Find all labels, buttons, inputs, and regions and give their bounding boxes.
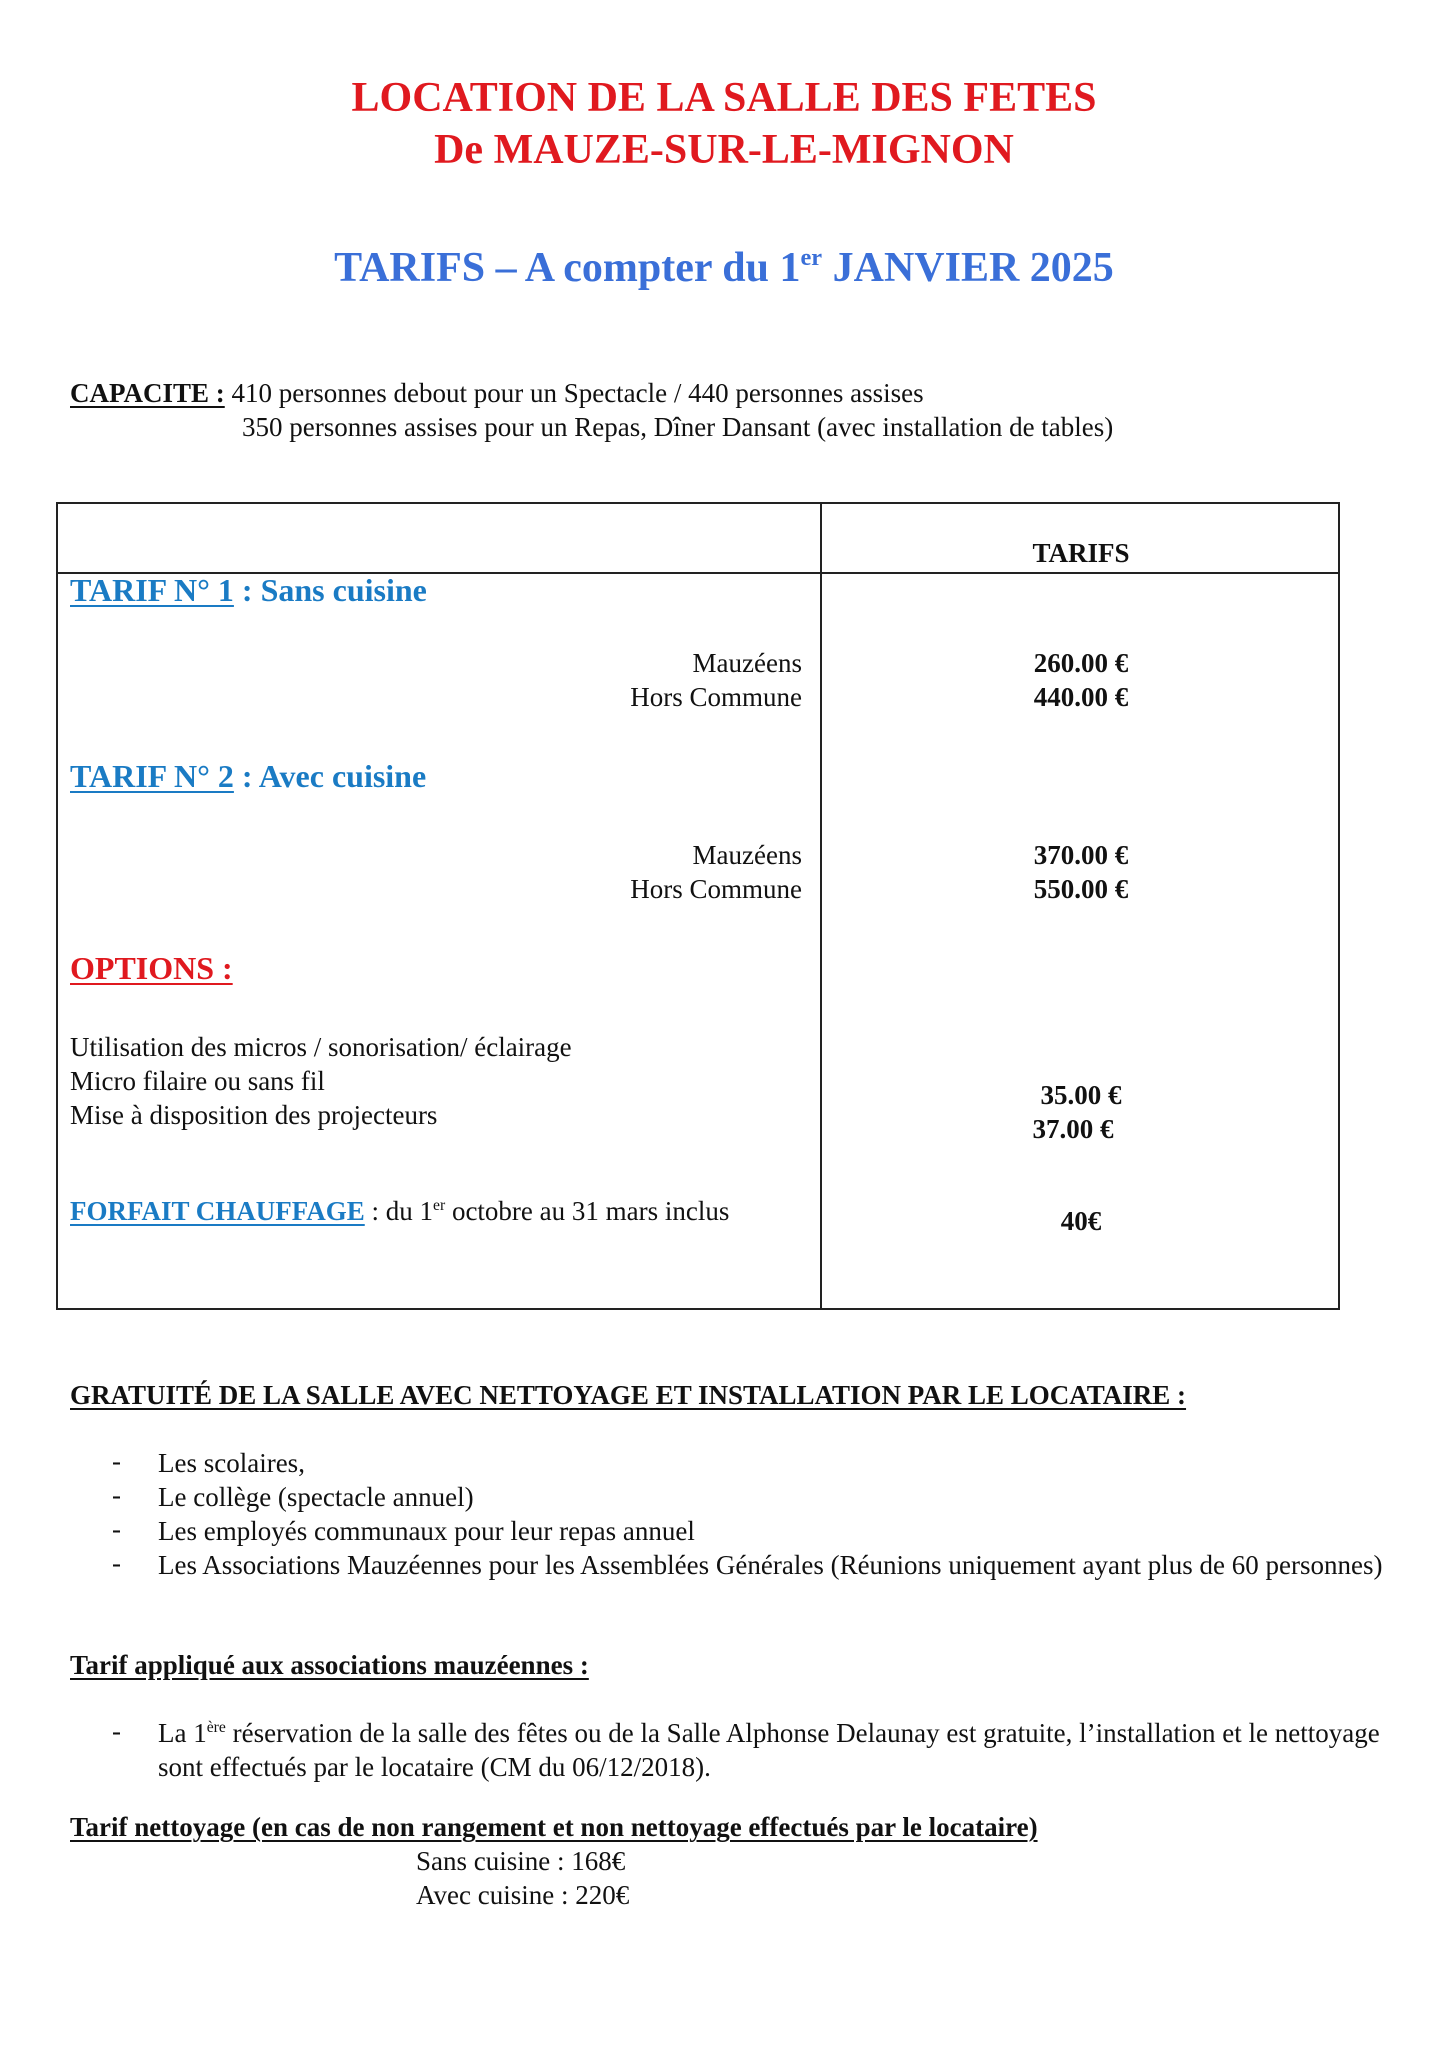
capacity-label: CAPACITE : <box>70 378 225 408</box>
tarif1-row-price: 440.00 € <box>1033 682 1129 712</box>
heating-price: 40€ <box>1060 1206 1102 1236</box>
options-price: 35.00 € <box>1040 1080 1122 1110</box>
options-price: 37.00 € <box>1032 1114 1114 1144</box>
tarif1-row-label: Mauzéens <box>692 648 802 678</box>
tarif1-row-price: 260.00 € <box>1033 648 1129 678</box>
bullet-dash: - <box>112 1480 121 1510</box>
free-list-item: Les employés communaux pour leur repas annuel <box>158 1516 695 1546</box>
options-line: Micro filaire ou sans fil <box>70 1066 325 1096</box>
table-header-divider <box>820 572 1340 574</box>
tarif2-heading: TARIF N° 2 : Avec cuisine <box>70 758 427 794</box>
capacity-line1: CAPACITE : 410 personnes debout pour un Spectacle / 440 personnes assises <box>70 378 924 408</box>
tarif1-heading: TARIF N° 1 : Sans cuisine <box>70 572 427 608</box>
cleaning-line: Sans cuisine : 168€ <box>416 1846 626 1876</box>
table-column-divider <box>820 504 822 1308</box>
options-line: Utilisation des micros / sonorisation/ éclairage <box>70 1032 572 1062</box>
options-line: Mise à disposition des projecteurs <box>70 1100 438 1130</box>
bullet-dash: - <box>112 1548 121 1578</box>
cleaning-line: Avec cuisine : 220€ <box>416 1880 630 1910</box>
tarif2-row-price: 550.00 € <box>1033 874 1129 904</box>
tarif2-row-label: Hors Commune <box>630 874 802 904</box>
options-heading: OPTIONS : <box>70 950 233 986</box>
tarifs-column-header: TARIFS <box>1032 538 1130 568</box>
heating-link[interactable]: FORFAIT CHAUFFAGE <box>70 1196 365 1226</box>
capacity-line2: 350 personnes assises pour un Repas, Dîner Dansant (avec installation de tables) <box>242 412 1114 442</box>
bullet-dash: - <box>112 1716 121 1746</box>
bullet-dash: - <box>112 1514 121 1544</box>
document-title-line2: De MAUZE-SUR-LE-MIGNON <box>434 127 1014 173</box>
document-title-line1: LOCATION DE LA SALLE DES FETES <box>351 75 1097 121</box>
tarif2-row-label: Mauzéens <box>692 840 802 870</box>
tarif2-link[interactable]: TARIF N° 2 <box>70 758 234 794</box>
tarif1-row-label: Hors Commune <box>630 682 802 712</box>
cleaning-heading: Tarif nettoyage (en cas de non rangement et non nettoyage effectués par le locataire) <box>70 1812 1038 1842</box>
tarif-table <box>56 502 1340 1310</box>
assoc-heading: Tarif appliqué aux associations mauzéennes : <box>70 1650 589 1680</box>
document-subtitle: TARIFS – A compter du 1er JANVIER 2025 <box>334 244 1114 291</box>
bullet-dash: - <box>112 1446 121 1476</box>
tarif1-link[interactable]: TARIF N° 1 <box>70 572 234 608</box>
free-list-item: Les scolaires, <box>158 1448 305 1478</box>
heating-line: FORFAIT CHAUFFAGE : du 1er octobre au 31 mars inclus <box>70 1196 730 1226</box>
assoc-list-item: La 1ère réservation de la salle des fêtes ou de la Salle Alphonse Delaunay est gratuite, l’installation et le nettoyage sont effectués par le locataire (CM du 06/12/2018). <box>158 1718 1380 1782</box>
free-list-item: Les Associations Mauzéennes pour les Assemblées Générales (Réunions uniquement ayant plus de 60 personnes) <box>158 1550 1383 1580</box>
free-list-item: Le collège (spectacle annuel) <box>158 1482 474 1512</box>
tarif2-row-price: 370.00 € <box>1033 840 1129 870</box>
free-heading: GRATUITÉ DE LA SALLE AVEC NETTOYAGE ET INSTALLATION PAR LE LOCATAIRE : <box>70 1380 1187 1410</box>
